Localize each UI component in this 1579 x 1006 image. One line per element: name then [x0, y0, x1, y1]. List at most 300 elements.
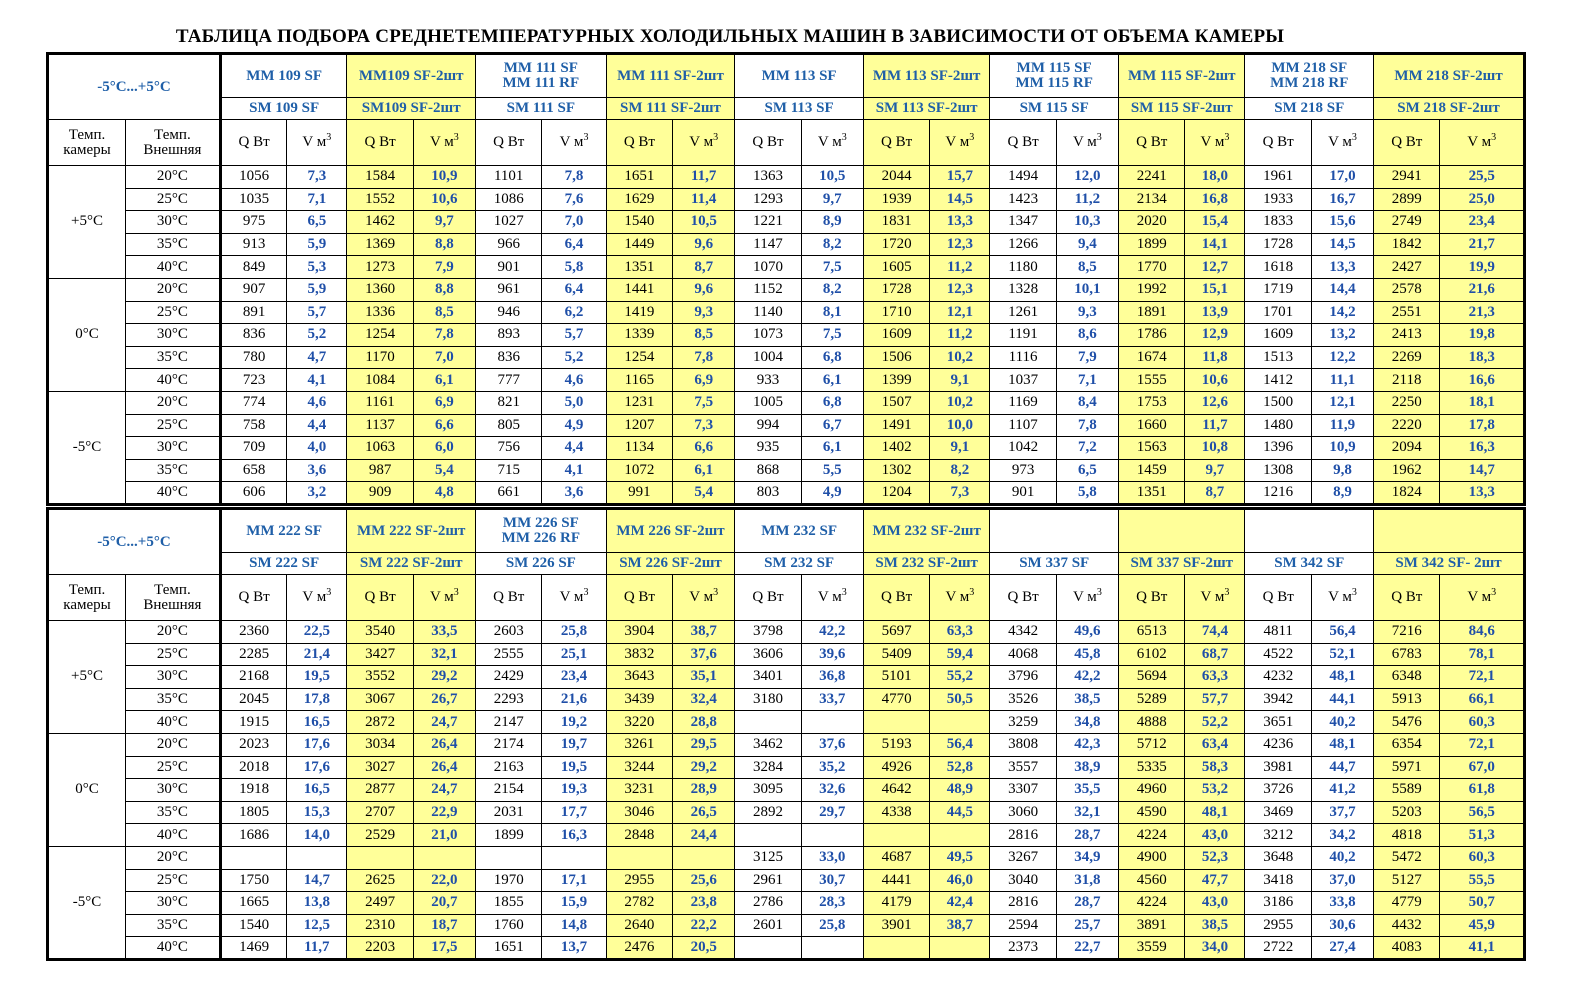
volume-cell: 11,1 [1311, 369, 1373, 392]
capacity-cell: 3034 [347, 733, 413, 756]
outer-temp: 25°C [126, 643, 221, 666]
capacity-cell: 3180 [735, 688, 801, 711]
volume-cell: 38,9 [1056, 756, 1118, 779]
volume-cell: 37,6 [673, 643, 735, 666]
capacity-cell: 2476 [606, 937, 672, 960]
capacity-cell: 3557 [990, 756, 1056, 779]
capacity-cell: 891 [220, 301, 286, 324]
capacity-cell: 3798 [735, 621, 801, 644]
capacity-cell: 3284 [735, 756, 801, 779]
capacity-cell: 1107 [990, 414, 1056, 437]
q-header: Q Вт [735, 575, 801, 621]
capacity-cell: 1191 [990, 324, 1056, 347]
volume-cell: 8,9 [1311, 482, 1373, 505]
outer-temp: 35°C [126, 914, 221, 937]
volume-cell: 5,3 [287, 256, 347, 279]
v-header [673, 120, 735, 166]
volume-cell: 3,6 [287, 459, 347, 482]
v-header-text: V м [1200, 134, 1225, 150]
volume-cell: 24,7 [413, 711, 475, 734]
volume-cell: 21,7 [1440, 233, 1525, 256]
model-mm-name: MM 226 RF [501, 530, 580, 546]
model-mm-header [606, 509, 735, 553]
capacity-cell: 1701 [1245, 301, 1311, 324]
capacity-cell: 1412 [1245, 369, 1311, 392]
capacity-cell: 1605 [863, 256, 929, 279]
volume-cell: 50,7 [1440, 892, 1525, 915]
capacity-cell: 3808 [990, 733, 1056, 756]
outer-temp: 30°C [126, 779, 221, 802]
capacity-cell: 4179 [863, 892, 929, 915]
volume-cell: 17,8 [1440, 414, 1525, 437]
capacity-cell: 715 [475, 459, 541, 482]
volume-cell: 17,1 [542, 869, 606, 892]
capacity-cell [475, 846, 541, 869]
capacity-cell: 1665 [220, 892, 286, 915]
volume-cell [413, 846, 475, 869]
volume-cell: 40,2 [1311, 846, 1373, 869]
capacity-cell: 4342 [990, 621, 1056, 644]
model-sm-name: SM 232 SF [735, 553, 864, 575]
capacity-cell: 6102 [1119, 643, 1185, 666]
v-header-text: V м [1467, 589, 1492, 605]
volume-cell: 42,3 [1056, 733, 1118, 756]
capacity-cell: 2023 [220, 733, 286, 756]
volume-cell: 32,4 [673, 688, 735, 711]
q-header: Q Вт [1245, 120, 1311, 166]
volume-cell: 7,5 [801, 256, 863, 279]
capacity-cell: 1116 [990, 346, 1056, 369]
volume-cell: 13,9 [1185, 301, 1245, 324]
camera-temp: -5°C [48, 391, 126, 504]
volume-cell: 60,3 [1440, 711, 1525, 734]
table-row [48, 211, 1525, 234]
table-row [48, 688, 1525, 711]
v-header [1185, 575, 1245, 621]
capacity-cell: 991 [606, 482, 672, 505]
capacity-cell: 2241 [1118, 166, 1184, 189]
volume-cell: 36,8 [801, 666, 863, 689]
volume-cell: 25,8 [801, 914, 863, 937]
capacity-cell: 1072 [606, 459, 672, 482]
capacity-cell: 1086 [475, 188, 541, 211]
capacity-cell: 821 [475, 391, 541, 414]
volume-cell: 6,4 [542, 233, 606, 256]
model-mm-header [735, 509, 864, 553]
capacity-cell: 2892 [735, 801, 801, 824]
v-header-exponent: 3 [583, 132, 589, 143]
capacity-cell: 2045 [220, 688, 286, 711]
volume-cell: 25,5 [1440, 166, 1525, 189]
capacity-cell: 1161 [347, 391, 413, 414]
model-mm-header [990, 509, 1119, 553]
v-header-text: V м [559, 134, 584, 150]
capacity-cell: 907 [220, 278, 286, 301]
volume-cell: 7,9 [1056, 346, 1118, 369]
capacity-cell: 2094 [1374, 437, 1440, 460]
model-mm-header [347, 509, 476, 553]
volume-cell: 42,2 [1056, 666, 1118, 689]
capacity-cell: 1540 [220, 914, 286, 937]
volume-cell: 16,7 [1311, 188, 1373, 211]
capacity-cell: 1842 [1374, 233, 1440, 256]
capacity-cell: 4338 [863, 801, 929, 824]
capacity-cell [606, 846, 672, 869]
volume-cell: 5,9 [287, 233, 347, 256]
selection-table-1 [46, 52, 1526, 506]
capacity-cell [220, 846, 286, 869]
capacity-cell: 1336 [347, 301, 413, 324]
volume-cell: 7,3 [930, 482, 990, 505]
capacity-cell: 975 [220, 211, 286, 234]
capacity-cell: 901 [475, 256, 541, 279]
capacity-cell: 4224 [1119, 892, 1185, 915]
capacity-cell: 2601 [735, 914, 801, 937]
outer-temp: 40°C [126, 256, 221, 279]
volume-cell: 8,5 [673, 324, 735, 347]
model-mm-header [863, 54, 989, 98]
model-sm-name: SM 337 SF [990, 553, 1119, 575]
volume-cell [930, 937, 990, 960]
capacity-cell [863, 937, 929, 960]
volume-cell: 7,8 [1056, 414, 1118, 437]
capacity-cell: 2018 [220, 756, 286, 779]
camera-temp: 0°C [48, 733, 126, 846]
volume-cell: 7,5 [673, 391, 735, 414]
volume-cell: 6,8 [801, 346, 863, 369]
capacity-cell: 1231 [606, 391, 672, 414]
v-header-text: V м [817, 134, 842, 150]
volume-cell: 37,7 [1311, 801, 1373, 824]
volume-cell: 25,7 [1056, 914, 1118, 937]
volume-cell: 4,9 [542, 414, 606, 437]
capacity-cell: 1618 [1245, 256, 1311, 279]
volume-cell: 63,3 [1185, 666, 1245, 689]
q-header: Q Вт [606, 575, 672, 621]
capacity-cell: 1500 [1245, 391, 1311, 414]
capacity-cell: 1899 [1118, 233, 1184, 256]
v-header-exponent: 3 [713, 587, 719, 598]
capacity-cell: 1293 [735, 188, 801, 211]
outer-temp: 30°C [126, 324, 221, 347]
v-header [542, 120, 606, 166]
volume-cell: 6,6 [673, 437, 735, 460]
volume-cell: 37,0 [1311, 869, 1373, 892]
capacity-cell: 1513 [1245, 346, 1311, 369]
capacity-cell: 3469 [1245, 801, 1311, 824]
table-row [48, 437, 1525, 460]
capacity-cell: 758 [220, 414, 286, 437]
volume-cell [801, 711, 863, 734]
q-header: Q Вт [475, 575, 541, 621]
volume-cell: 9,4 [1056, 233, 1118, 256]
capacity-cell: 3186 [1245, 892, 1311, 915]
volume-cell: 47,7 [1185, 869, 1245, 892]
capacity-cell: 1308 [1245, 459, 1311, 482]
volume-cell [801, 937, 863, 960]
capacity-cell: 2497 [347, 892, 413, 915]
capacity-cell: 1037 [990, 369, 1056, 392]
volume-cell: 4,1 [542, 459, 606, 482]
volume-cell: 63,3 [930, 621, 990, 644]
v-header-text: V м [1467, 134, 1492, 150]
v-header [1311, 575, 1373, 621]
capacity-cell: 3651 [1245, 711, 1311, 734]
capacity-cell: 5971 [1374, 756, 1440, 779]
capacity-cell: 3401 [735, 666, 801, 689]
table-row [48, 391, 1525, 414]
v-header-text: V м [559, 589, 584, 605]
q-header: Q Вт [735, 120, 801, 166]
v-header-exponent: 3 [841, 132, 847, 143]
outer-temp: 20°C [126, 166, 221, 189]
capacity-cell: 1939 [863, 188, 929, 211]
model-mm-name: MM 222 SF-2шт [357, 522, 466, 539]
volume-cell: 19,3 [542, 779, 606, 802]
q-header: Q Вт [1374, 120, 1440, 166]
volume-cell: 10,5 [673, 211, 735, 234]
capacity-cell: 3904 [606, 621, 672, 644]
capacity-cell: 1423 [990, 188, 1056, 211]
volume-cell: 21,0 [413, 824, 475, 847]
volume-cell: 33,0 [801, 846, 863, 869]
volume-cell: 44,5 [930, 801, 990, 824]
volume-cell: 8,1 [801, 301, 863, 324]
capacity-cell: 4590 [1119, 801, 1185, 824]
volume-cell: 8,7 [673, 256, 735, 279]
model-mm-name: MM 115 RF [1015, 75, 1093, 91]
capacity-cell: 606 [220, 482, 286, 505]
capacity-cell: 1399 [863, 369, 929, 392]
capacity-cell: 1507 [863, 391, 929, 414]
volume-cell: 13,2 [1311, 324, 1373, 347]
v-header [1311, 120, 1373, 166]
capacity-cell: 935 [735, 437, 801, 460]
q-header: Q Вт [863, 120, 929, 166]
volume-cell: 25,6 [673, 869, 735, 892]
capacity-cell: 5694 [1119, 666, 1185, 689]
volume-cell: 31,8 [1056, 869, 1118, 892]
volume-cell: 15,1 [1185, 278, 1245, 301]
capacity-cell: 1396 [1245, 437, 1311, 460]
capacity-cell: 1770 [1118, 256, 1184, 279]
volume-cell: 8,7 [1185, 482, 1245, 505]
capacity-cell: 4818 [1374, 824, 1440, 847]
volume-cell: 13,7 [542, 937, 606, 960]
capacity-cell: 4888 [1119, 711, 1185, 734]
q-header: Q Вт [1118, 120, 1184, 166]
volume-cell: 11,9 [1311, 414, 1373, 437]
volume-cell: 6,2 [542, 301, 606, 324]
model-mm-header [1245, 54, 1374, 98]
volume-cell: 7,8 [542, 166, 606, 189]
volume-cell: 22,7 [1056, 937, 1118, 960]
v-header [1056, 120, 1118, 166]
volume-cell: 20,5 [673, 937, 735, 960]
volume-cell [542, 846, 606, 869]
volume-cell: 56,4 [930, 733, 990, 756]
volume-cell: 8,2 [930, 459, 990, 482]
capacity-cell: 1609 [1245, 324, 1311, 347]
volume-cell [930, 824, 990, 847]
volume-cell: 7,6 [542, 188, 606, 211]
volume-cell: 45,8 [1056, 643, 1118, 666]
capacity-cell: 7216 [1374, 621, 1440, 644]
volume-cell: 6,6 [413, 414, 475, 437]
volume-cell: 9,7 [413, 211, 475, 234]
capacity-cell: 2203 [347, 937, 413, 960]
capacity-cell: 1254 [606, 346, 672, 369]
volume-cell: 14,8 [542, 914, 606, 937]
volume-cell: 6,1 [413, 369, 475, 392]
capacity-cell: 1419 [606, 301, 672, 324]
volume-cell: 28,8 [673, 711, 735, 734]
outer-temp: 30°C [126, 437, 221, 460]
volume-cell: 15,9 [542, 892, 606, 915]
volume-cell: 35,1 [673, 666, 735, 689]
capacity-cell: 2147 [475, 711, 541, 734]
outer-temp: 25°C [126, 301, 221, 324]
volume-cell: 33,5 [413, 621, 475, 644]
v-header-exponent: 3 [1096, 587, 1102, 598]
capacity-cell: 1204 [863, 482, 929, 505]
volume-cell: 57,7 [1185, 688, 1245, 711]
capacity-cell: 2031 [475, 801, 541, 824]
capacity-cell: 2427 [1374, 256, 1440, 279]
volume-cell: 25,1 [542, 643, 606, 666]
v-header [1440, 575, 1525, 621]
volume-cell: 5,4 [413, 459, 475, 482]
q-header: Q Вт [990, 575, 1056, 621]
capacity-cell: 2134 [1118, 188, 1184, 211]
capacity-cell: 1207 [606, 414, 672, 437]
capacity-cell: 1609 [863, 324, 929, 347]
model-sm-name: SM 232 SF-2шт [863, 553, 990, 575]
capacity-cell: 4900 [1119, 846, 1185, 869]
capacity-cell: 5127 [1374, 869, 1440, 892]
capacity-cell: 2594 [990, 914, 1056, 937]
capacity-cell: 3244 [606, 756, 672, 779]
volume-cell: 22,9 [413, 801, 475, 824]
volume-cell: 15,3 [287, 801, 347, 824]
capacity-cell: 3891 [1119, 914, 1185, 937]
volume-cell: 55,5 [1440, 869, 1525, 892]
volume-cell: 55,2 [930, 666, 990, 689]
capacity-cell: 2872 [347, 711, 413, 734]
capacity-cell: 3040 [990, 869, 1056, 892]
capacity-cell: 1552 [347, 188, 413, 211]
capacity-cell: 2174 [475, 733, 541, 756]
model-mm-header [1245, 509, 1374, 553]
capacity-cell: 723 [220, 369, 286, 392]
volume-cell: 41,2 [1311, 779, 1373, 802]
range-label: -5°C...+5°C [48, 509, 221, 575]
table-row [48, 666, 1525, 689]
capacity-cell: 5203 [1374, 801, 1440, 824]
capacity-cell: 803 [735, 482, 801, 505]
v-header-exponent: 3 [583, 587, 589, 598]
capacity-cell: 1328 [990, 278, 1056, 301]
volume-cell: 34,8 [1056, 711, 1118, 734]
model-mm-header [220, 509, 347, 553]
volume-cell: 63,4 [1185, 733, 1245, 756]
capacity-cell: 1805 [220, 801, 286, 824]
outer-temp: 30°C [126, 892, 221, 915]
volume-cell: 52,8 [930, 756, 990, 779]
page-title: ТАБЛИЦА ПОДБОРА СРЕДНЕТЕМПЕРАТУРНЫХ ХОЛОДИЛЬНЫХ МАШИН В ЗАВИСИМОСТИ ОТ ОБЪЕМА КАМЕРЫ [175, 26, 1285, 47]
volume-cell: 14,5 [1311, 233, 1373, 256]
outer-temp: 40°C [126, 937, 221, 960]
v-header-text: V м [1328, 134, 1352, 150]
volume-cell: 16,3 [542, 824, 606, 847]
capacity-cell: 2360 [220, 621, 286, 644]
volume-cell: 7,1 [287, 188, 347, 211]
capacity-cell: 4926 [863, 756, 929, 779]
capacity-cell: 3526 [990, 688, 1056, 711]
capacity-cell: 5472 [1374, 846, 1440, 869]
capacity-cell: 836 [475, 346, 541, 369]
capacity-cell: 3559 [1119, 937, 1185, 960]
capacity-cell: 4522 [1245, 643, 1311, 666]
capacity-cell: 1073 [735, 324, 801, 347]
capacity-cell: 5289 [1119, 688, 1185, 711]
capacity-cell: 2154 [475, 779, 541, 802]
capacity-cell: 1273 [347, 256, 413, 279]
volume-cell: 4,4 [287, 414, 347, 437]
v-header-text: V м [1073, 589, 1097, 605]
capacity-cell: 1137 [347, 414, 413, 437]
capacity-cell: 3462 [735, 733, 801, 756]
table-row [48, 846, 1525, 869]
capacity-cell: 2625 [347, 869, 413, 892]
model-mm-name: MM 226 SF [502, 515, 579, 531]
volume-cell: 45,9 [1440, 914, 1525, 937]
model-mm-name: MM 226 SF-2шт [616, 522, 725, 539]
selection-table-2 [46, 507, 1526, 961]
capacity-cell: 5409 [863, 643, 929, 666]
capacity-cell: 3095 [735, 779, 801, 802]
volume-cell: 29,2 [673, 756, 735, 779]
capacity-cell: 4560 [1119, 869, 1185, 892]
volume-cell: 10,2 [930, 346, 990, 369]
volume-cell: 9,3 [1056, 301, 1118, 324]
volume-cell: 4,1 [287, 369, 347, 392]
capacity-cell: 6513 [1119, 621, 1185, 644]
volume-cell: 13,3 [930, 211, 990, 234]
capacity-cell: 3606 [735, 643, 801, 666]
model-mm-header [1374, 54, 1525, 98]
table-row [48, 482, 1525, 505]
outer-temp: 20°C [126, 278, 221, 301]
capacity-cell: 2877 [347, 779, 413, 802]
v-header-exponent: 3 [1351, 587, 1357, 598]
volume-cell: 4,0 [287, 437, 347, 460]
capacity-cell: 5697 [863, 621, 929, 644]
volume-cell: 8,6 [1056, 324, 1118, 347]
volume-cell: 6,7 [801, 414, 863, 437]
table-row [48, 937, 1525, 960]
capacity-cell: 2250 [1374, 391, 1440, 414]
camera-temp-header: Темп. камеры [48, 575, 126, 621]
volume-cell: 10,8 [1185, 437, 1245, 460]
volume-cell: 13,3 [1440, 482, 1525, 505]
capacity-cell: 1134 [606, 437, 672, 460]
volume-cell: 7,3 [287, 166, 347, 189]
volume-cell: 11,4 [673, 188, 735, 211]
volume-cell [801, 824, 863, 847]
model-mm-header [1118, 54, 1244, 98]
v-header [1185, 120, 1245, 166]
